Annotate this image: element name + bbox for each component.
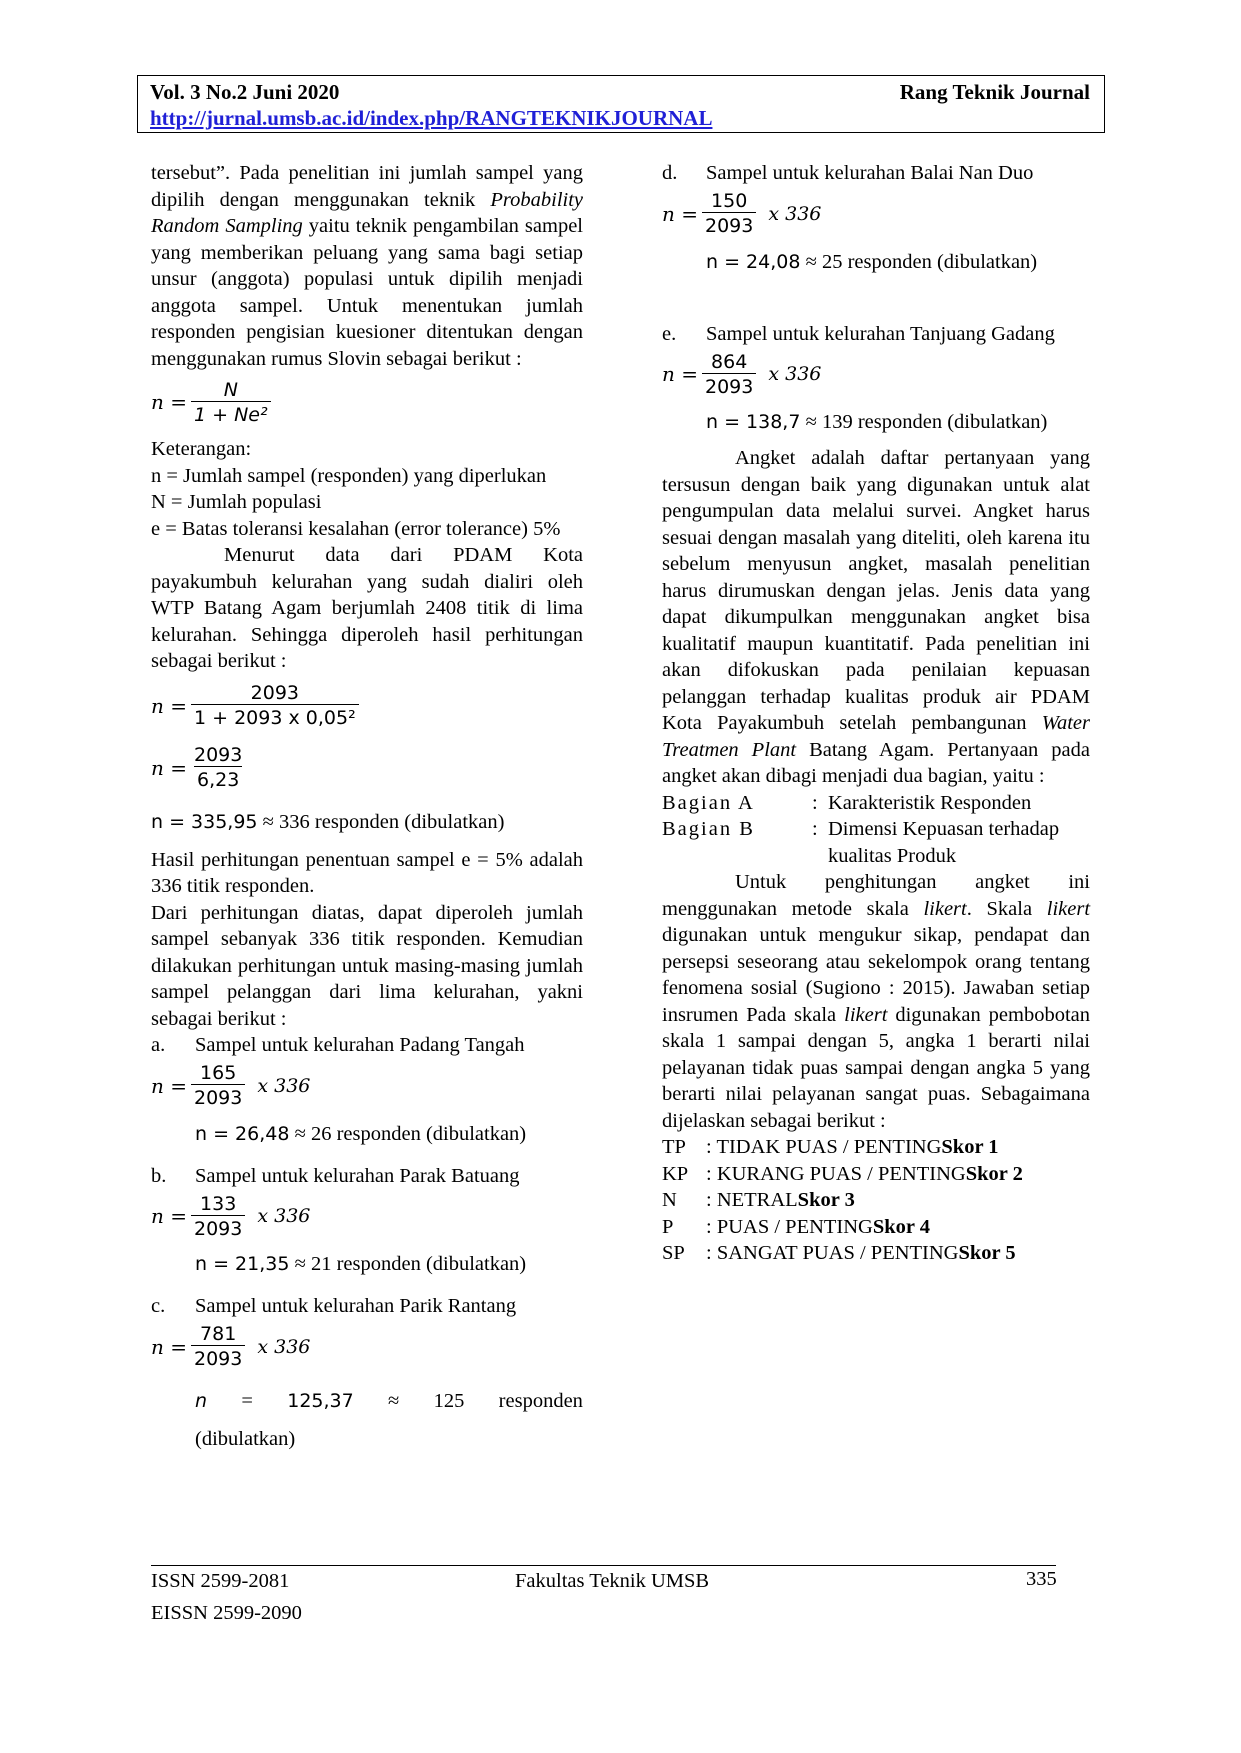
bagian-a: Bagian A : Karakteristik Responden: [662, 791, 1032, 814]
scale-n: N : NETRAL Skor 3: [662, 1189, 855, 1211]
volume-info: Vol. 3 No.2 Juni 2020: [150, 80, 340, 104]
sample-item-d: d. Sampel untuk kelurahan Balai Nan Duo: [662, 162, 1034, 184]
calc-result: n = 335,95 ≈ 336 responden (dibulatkan): [151, 810, 505, 833]
footer-divider: [151, 1565, 1056, 1566]
journal-url-link[interactable]: http://jurnal.umsb.ac.id/index.php/RANGTEKNIKJOURNAL: [150, 106, 713, 130]
sample-a-formula: n = $\frac{165}{2093}$ x 336: [151, 1062, 311, 1109]
bagian-list: [662, 790, 1090, 870]
sample-b-formula: n = $\frac{133}{2093}$ x 336: [151, 1192, 311, 1240]
right-column: [662, 158, 1090, 1267]
sample-item-b: b. Sampel untuk kelurahan Parak Batuang: [151, 1164, 520, 1187]
calc-formula-1: n = $\frac{2093}{\text{1 + 2093 x 0,05²}}$: [151, 677, 583, 735]
pdam-paragraph: Menurut data dari PDAM Kota payakumbuh kelurahan yang sudah dialiri oleh WTP Batang Agam berjumlah 2408 titik di lima kelurahan. Sehingga diperoleh hasil perhitungan sebagai berikut :: [151, 544, 583, 672]
intro-paragraph: tersebut”. Pada penelitian ini jumlah sampel yang dipilih dengan menggunakan teknik Probability Random Sampling yaitu teknik pengambilan sampel yang memberikan peluang yang sama bagi setiap unsur (anggota) populasi untuk dipilih menjadi anggota sampel. Untuk menentukan jumlah responden pengisian kuesioner ditentukan dengan menggunakan rumus Slovin sebagai berikut :: [151, 162, 584, 370]
scale-kp: KP : KURANG PUAS / PENTING Skor 2: [662, 1162, 1023, 1185]
bagian-b: Bagian B : Dimensi Kepuasan terhadap kualitas Produk: [662, 818, 1060, 867]
sample-d-result: n = 24,08 ≈ 25 responden (dibulatkan): [706, 250, 1038, 273]
sample-c-result: n = 125,37 ≈ 125 responden: [195, 1389, 583, 1412]
scale-sp: SP : SANGAT PUAS / PENTING Skor 5: [662, 1242, 1016, 1264]
journal-header: [137, 75, 1105, 133]
sample-a-result: n = 26,48 ≈ 26 responden (dibulatkan): [195, 1122, 527, 1145]
calc-formula-2: n = $\frac{2093}{6,23}$: [151, 744, 243, 791]
keterangan-n: n = Jumlah sampel (responden) yang diperlukan: [151, 464, 547, 487]
footer-eissn: EISSN 2599-2090: [151, 1602, 302, 1624]
sample-c-formula: n = $\frac{781}{2093}$ x 336: [151, 1323, 311, 1370]
sample-d-formula: n = $\frac{150}{2093}$ x 336: [662, 190, 822, 237]
hasil-paragraph: Hasil perhitungan penentuan sampel e = 5% adalah 336 titik responden.: [151, 848, 583, 897]
journal-name: Rang Teknik Journal: [899, 80, 1090, 104]
dari-paragraph: Dari perhitungan diatas, dapat diperoleh jumlah sampel sebanyak 336 titik responden. Kemudian dilakukan perhitungan untuk masing-masing jumlah sampel pelanggan dari lima kelurahan, yakni sebagai berikut :: [151, 901, 583, 1030]
sample-c-result-tail: (dibulatkan): [195, 1427, 296, 1450]
sample-e-result: n = 138,7 ≈ 139 responden (dibulatkan): [706, 411, 1048, 433]
page-number: 335: [1026, 1568, 1057, 1590]
left-column: [151, 158, 583, 1452]
slovin-formula: n = $\frac{N}{\text{1 + Ne²}}$: [151, 376, 583, 428]
sample-item-e: e. Sampel untuk kelurahan Tanjuang Gadang: [662, 322, 1055, 345]
likert-scale-list: [662, 1134, 1090, 1267]
keterangan-e: e = Batas toleransi kesalahan (error tolerance) 5%: [151, 517, 561, 540]
footer-faculty: Fakultas Teknik UMSB: [515, 1570, 710, 1592]
scale-p: P : PUAS / PENTING Skor 4: [662, 1215, 931, 1238]
scale-tp: TP : TIDAK PUAS / PENTING Skor 1: [662, 1136, 999, 1158]
sample-e-formula: n = $\frac{864}{2093}$ x 336: [662, 350, 822, 398]
sample-b-result: n = 21,35 ≈ 21 responden (dibulatkan): [195, 1253, 527, 1275]
sample-item-a: a. Sampel untuk kelurahan Padang Tangah: [151, 1034, 525, 1056]
footer-issn: ISSN 2599-2081: [151, 1570, 290, 1592]
keterangan-title: Keterangan:: [151, 438, 252, 460]
angket-paragraph: Angket adalah daftar pertanyaan yang tersusun dengan baik yang digunakan untuk alat pengumpulan data melalui survei. Angket harus sesuai dengan masalah yang diteliti, oleh karena itu sebelum menyusun angket, masalah penelitian harus dirumuskan dengan jelas. Jenis data yang dapat dikumpulkan menggunakan angket bisa kualitatif maupun kuantitatif. Pada penelitian ini akan difokuskan pada penilaian kepuasan pelanggan terhadap kualitas produk air PDAM Kota Payakumbuh setelah pembangunan Water Treatmen Plant Batang Agam. Pertanyaan pada angket akan dibagi menjadi dua bagian, yaitu :: [662, 447, 1090, 787]
likert-paragraph: Untuk penghitungan angket ini menggunakan metode skala likert. Skala likert digunakan untuk mengukur sikap, pendapat dan persepsi seseorang atau sekelompok orang tentang fenomena sosial (Sugiono : 2015). Jawaban setiap insrumen Pada skala likert digunakan pembobotan skala 1 sampai dengan 5, angka 1 berarti nilai pelayanan tidak puas sampai dengan angka 5 yang berarti nilai pelayanan sangat puas. Sebagaimana dijelaskan sebagai berikut :: [662, 871, 1091, 1132]
keterangan-N: N = Jumlah populasi: [151, 491, 322, 513]
sample-item-c: c. Sampel untuk kelurahan Parik Rantang: [151, 1295, 517, 1317]
